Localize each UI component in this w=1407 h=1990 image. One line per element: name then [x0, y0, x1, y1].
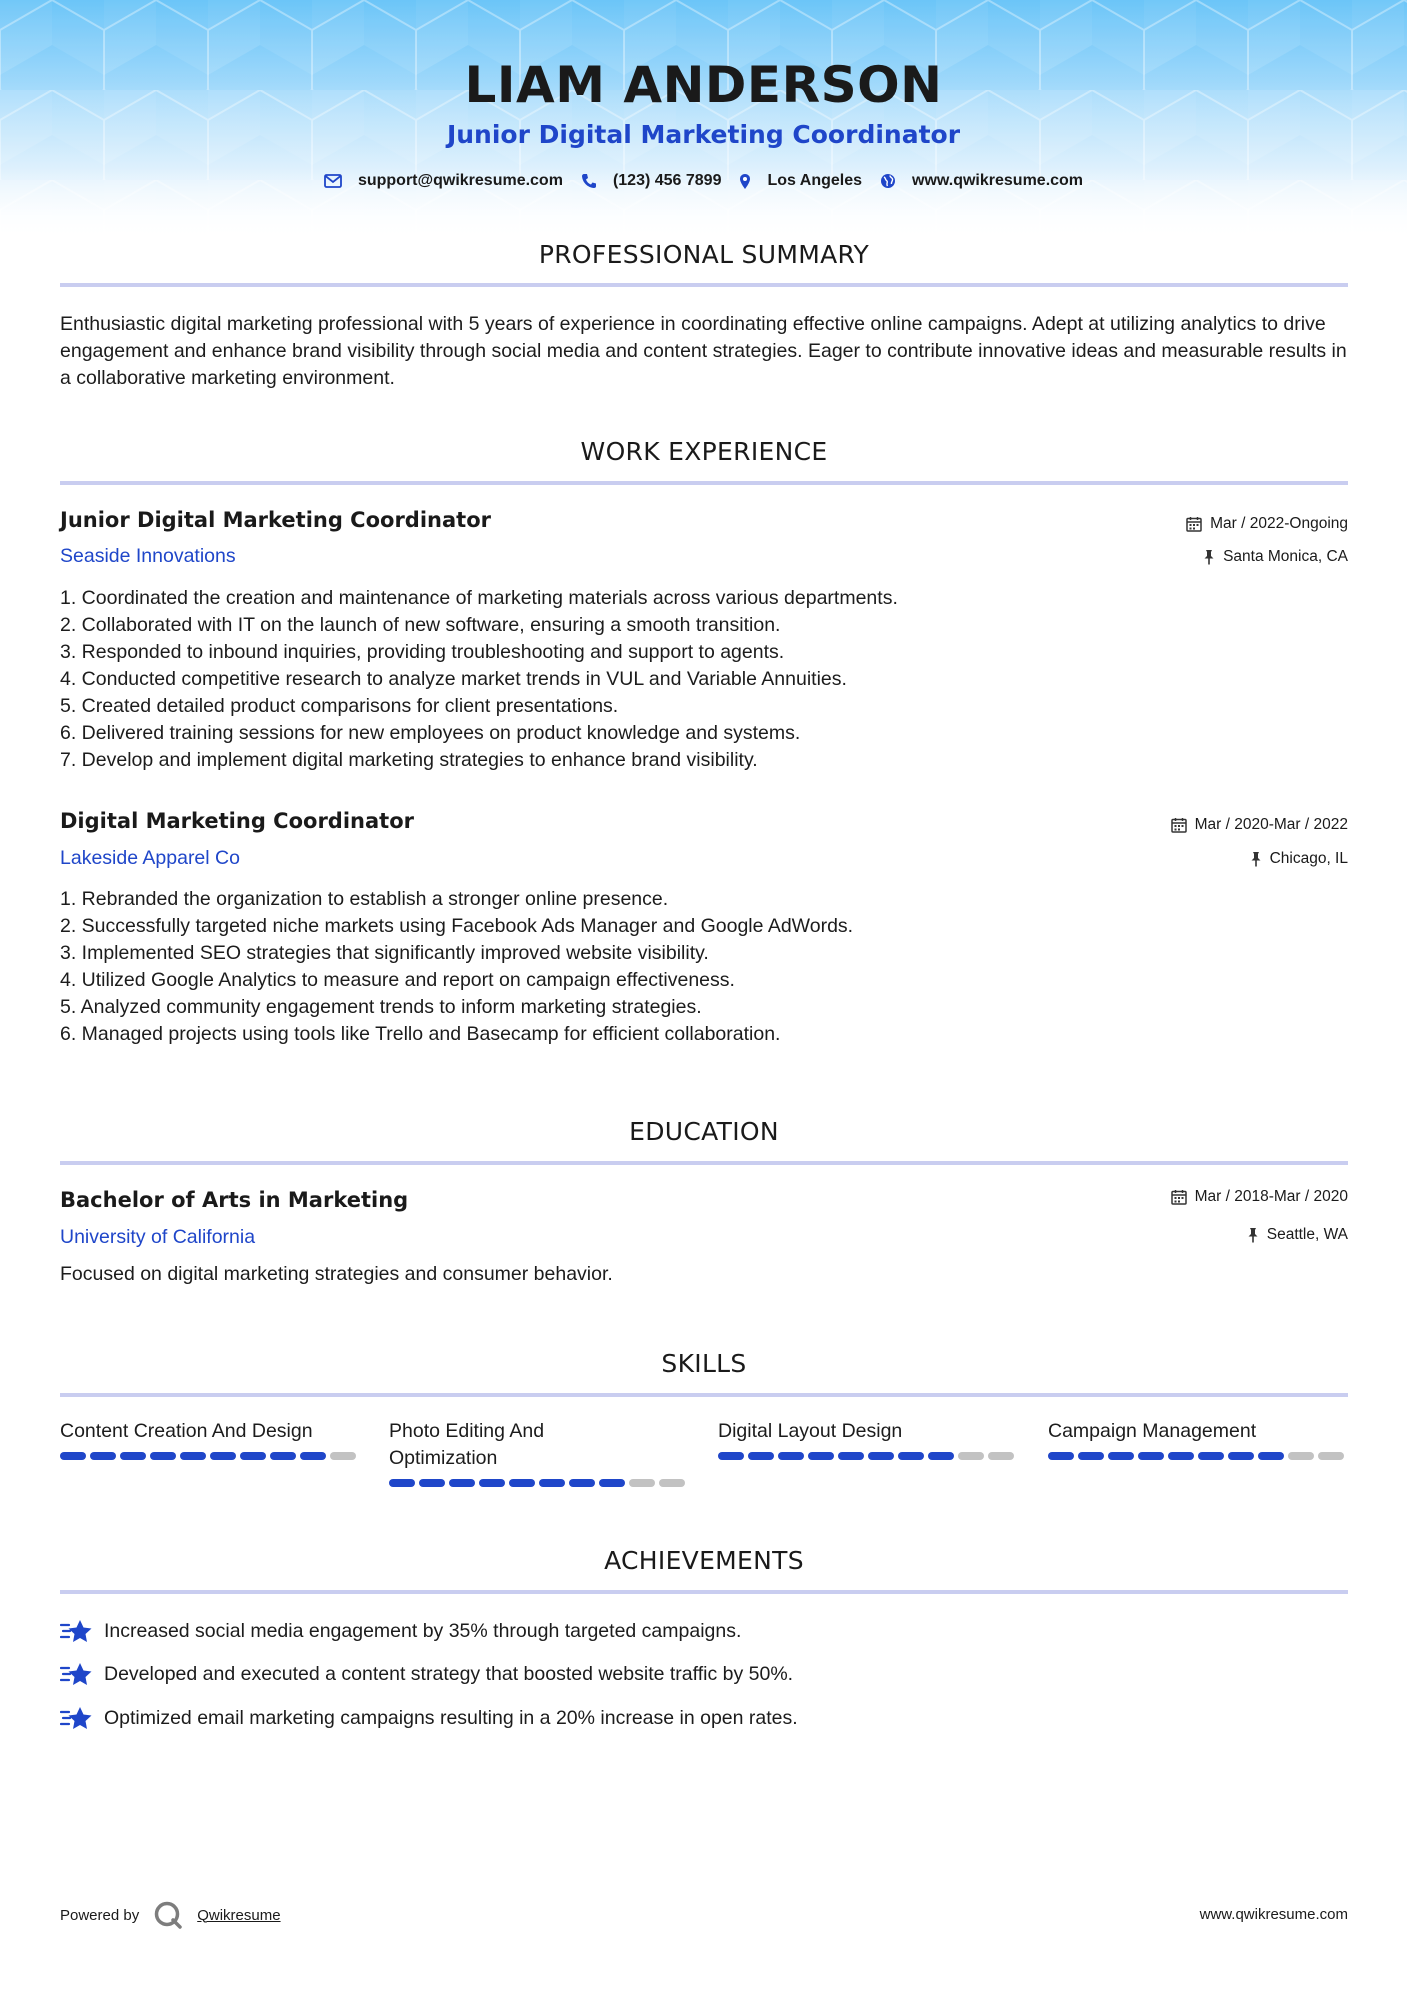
skill-segment-empty [629, 1479, 655, 1487]
powered-by-label: Powered by [60, 1906, 140, 1924]
shooting-star-icon [60, 1617, 92, 1645]
list-item: 2. Successfully targeted niche markets using Facebook Ads Manager and Google AdWords. [60, 915, 854, 937]
skill-segment-filled [180, 1452, 206, 1460]
calendar-icon [1171, 1189, 1187, 1205]
skill-segment-empty [1318, 1452, 1344, 1460]
job-1-company: Seaside Innovations [60, 545, 236, 567]
experience-section-title: WORK EXPERIENCE [580, 437, 828, 466]
contact-bar [0, 172, 1407, 190]
skill-segment-filled [240, 1452, 266, 1460]
globe-icon [880, 173, 896, 189]
contact-location-text: Los Angeles [767, 172, 863, 189]
skill-segment-empty [988, 1452, 1014, 1460]
list-item: 5. Created detailed product comparisons for client presentations. [60, 695, 619, 717]
skill-segment-filled [718, 1452, 744, 1460]
skill-segment-empty [1288, 1452, 1314, 1460]
achievement-item [60, 1704, 798, 1732]
footer-website[interactable]: www.qwikresume.com [1199, 1906, 1348, 1923]
achievements-divider [60, 1590, 1348, 1594]
list-item: 5. Analyzed community engagement trends to inform marketing strategies. [60, 996, 702, 1018]
job-2-responsibilities [60, 886, 1348, 1048]
skill-name: Content Creation And Design [60, 1420, 313, 1442]
skill-level-bar [60, 1452, 360, 1460]
location-pin-icon [739, 173, 751, 190]
education-school: University of California [60, 1226, 256, 1248]
education-description: Focused on digital marketing strategies and consumer behavior. [60, 1263, 613, 1285]
education-degree: Bachelor of Arts in Marketing [60, 1188, 409, 1212]
skill-segment-filled [509, 1479, 535, 1487]
skill-level-bar [389, 1479, 689, 1487]
list-item: 1. Rebranded the organization to establish a stronger online presence. [60, 888, 669, 910]
skill-item [60, 1418, 360, 1460]
skill-segment-filled [449, 1479, 475, 1487]
list-item: 7. Develop and implement digital marketing strategies to enhance brand visibility. [60, 749, 758, 771]
skill-segment-filled [270, 1452, 296, 1460]
skill-segment-filled [1228, 1452, 1254, 1460]
summary-text: Enthusiastic digital marketing professional with 5 years of experience in coordinating effective online campaigns. Adept at utilizing analytics to drive engagement and enhance brand visibility through social media and content strategies. Eager to contribute innovative ideas and measurable results in a collaborative marketing environment. [60, 313, 1347, 389]
skill-segment-filled [150, 1452, 176, 1460]
summary-divider [60, 283, 1348, 287]
candidate-name: LIAM ANDERSON [464, 56, 943, 114]
contact-location [739, 172, 862, 190]
footer-powered-by [60, 1900, 281, 1930]
job-2-company: Lakeside Apparel Co [60, 847, 240, 869]
list-item: 4. Conducted competitive research to analyze market trends in VUL and Variable Annuities. [60, 668, 847, 690]
list-item: 3. Implemented SEO strategies that significantly improved website visibility. [60, 942, 709, 964]
pushpin-icon [1203, 549, 1215, 565]
skill-name: Campaign Management [1048, 1420, 1257, 1442]
list-item: 2. Collaborated with IT on the launch of new software, ensuring a smooth transition. [60, 614, 781, 636]
job-1-dates-text: Mar / 2022-Ongoing [1210, 515, 1348, 532]
candidate-role: Junior Digital Marketing Coordinator [446, 120, 961, 149]
skills-section-title: SKILLS [661, 1349, 747, 1378]
pushpin-icon [1247, 1227, 1259, 1243]
skill-segment-filled [1198, 1452, 1224, 1460]
skill-segment-filled [868, 1452, 894, 1460]
skill-item [718, 1418, 1018, 1460]
skill-segment-filled [1048, 1452, 1074, 1460]
skill-segment-filled [898, 1452, 924, 1460]
education-dates-text: Mar / 2018-Mar / 2020 [1194, 1188, 1348, 1205]
skill-segment-filled [1258, 1452, 1284, 1460]
job-1-responsibilities [60, 585, 1348, 774]
education-dates [1171, 1188, 1348, 1206]
contact-phone-text: (123) 456 7899 [612, 172, 722, 189]
skill-segment-filled [928, 1452, 954, 1460]
skill-segment-filled [778, 1452, 804, 1460]
contact-email-text: support@qwikresume.com [357, 172, 563, 189]
summary-section-title: PROFESSIONAL SUMMARY [538, 240, 870, 269]
experience-divider [60, 481, 1348, 485]
skill-segment-filled [300, 1452, 326, 1460]
qwikresume-logo-icon [153, 1900, 183, 1930]
skill-segment-filled [808, 1452, 834, 1460]
list-item: 6. Delivered training sessions for new employees on product knowledge and systems. [60, 722, 801, 744]
pushpin-icon [1250, 851, 1262, 867]
calendar-icon [1186, 516, 1202, 532]
skill-segment-filled [210, 1452, 236, 1460]
job-1-dates [1186, 515, 1348, 533]
list-item: 6. Managed projects using tools like Trello and Basecamp for efficient collaboration. [60, 1023, 781, 1045]
skill-segment-filled [1138, 1452, 1164, 1460]
skill-segment-filled [539, 1479, 565, 1487]
envelope-icon [324, 174, 342, 188]
education-location [1247, 1226, 1348, 1244]
achievement-item [60, 1617, 741, 1645]
phone-icon [581, 173, 597, 189]
contact-email[interactable] [324, 172, 563, 190]
contact-website-text: www.qwikresume.com [912, 172, 1084, 189]
skill-segment-filled [389, 1479, 415, 1487]
skill-segment-filled [479, 1479, 505, 1487]
skill-segment-filled [599, 1479, 625, 1487]
skills-divider [60, 1393, 1348, 1397]
shooting-star-icon [60, 1660, 92, 1688]
skill-segment-filled [748, 1452, 774, 1460]
job-2-location [1250, 850, 1348, 868]
contact-phone[interactable] [581, 172, 722, 190]
skill-segment-filled [838, 1452, 864, 1460]
job-2-location-text: Chicago, IL [1269, 850, 1348, 867]
skill-segment-filled [120, 1452, 146, 1460]
calendar-icon [1171, 817, 1187, 833]
skill-name: Photo Editing And Optimization [389, 1420, 545, 1469]
skill-item [1048, 1418, 1348, 1460]
achievement-text: Increased social media engagement by 35% through targeted campaigns. [104, 1619, 742, 1642]
list-item: 1. Coordinated the creation and maintenance of marketing materials across various departments. [60, 587, 898, 609]
skill-segment-filled [419, 1479, 445, 1487]
job-1-location-text: Santa Monica, CA [1223, 548, 1348, 565]
skill-name: Digital Layout Design [718, 1420, 903, 1442]
skill-item [389, 1418, 689, 1487]
skill-segment-filled [60, 1452, 86, 1460]
skill-segment-empty [958, 1452, 984, 1460]
skill-segment-filled [1168, 1452, 1194, 1460]
achievement-item [60, 1660, 793, 1688]
skill-segment-filled [1108, 1452, 1134, 1460]
skill-level-bar [1048, 1452, 1348, 1460]
skill-level-bar [718, 1452, 1018, 1460]
education-section-title: EDUCATION [629, 1117, 779, 1146]
achievement-text: Optimized email marketing campaigns resulting in a 20% increase in open rates. [104, 1706, 798, 1729]
achievement-text: Developed and executed a content strategy that boosted website traffic by 50%. [104, 1662, 794, 1685]
skill-segment-filled [569, 1479, 595, 1487]
job-1-location [1203, 548, 1348, 566]
skill-segment-empty [330, 1452, 356, 1460]
job-2-dates [1171, 816, 1348, 834]
job-1-title: Junior Digital Marketing Coordinator [60, 508, 491, 532]
skill-segment-empty [659, 1479, 685, 1487]
skill-segment-filled [1078, 1452, 1104, 1460]
job-2-title: Digital Marketing Coordinator [60, 809, 414, 833]
shooting-star-icon [60, 1704, 92, 1732]
contact-website[interactable] [880, 172, 1083, 190]
education-divider [60, 1161, 1348, 1165]
job-2-dates-text: Mar / 2020-Mar / 2022 [1194, 816, 1348, 833]
skill-segment-filled [90, 1452, 116, 1460]
education-location-text: Seattle, WA [1266, 1226, 1348, 1243]
list-item: 3. Responded to inbound inquiries, providing troubleshooting and support to agents. [60, 641, 785, 663]
qwikresume-link[interactable]: Qwikresume [197, 1906, 281, 1924]
achievements-section-title: ACHIEVEMENTS [604, 1546, 804, 1575]
list-item: 4. Utilized Google Analytics to measure and report on campaign effectiveness. [60, 969, 735, 991]
